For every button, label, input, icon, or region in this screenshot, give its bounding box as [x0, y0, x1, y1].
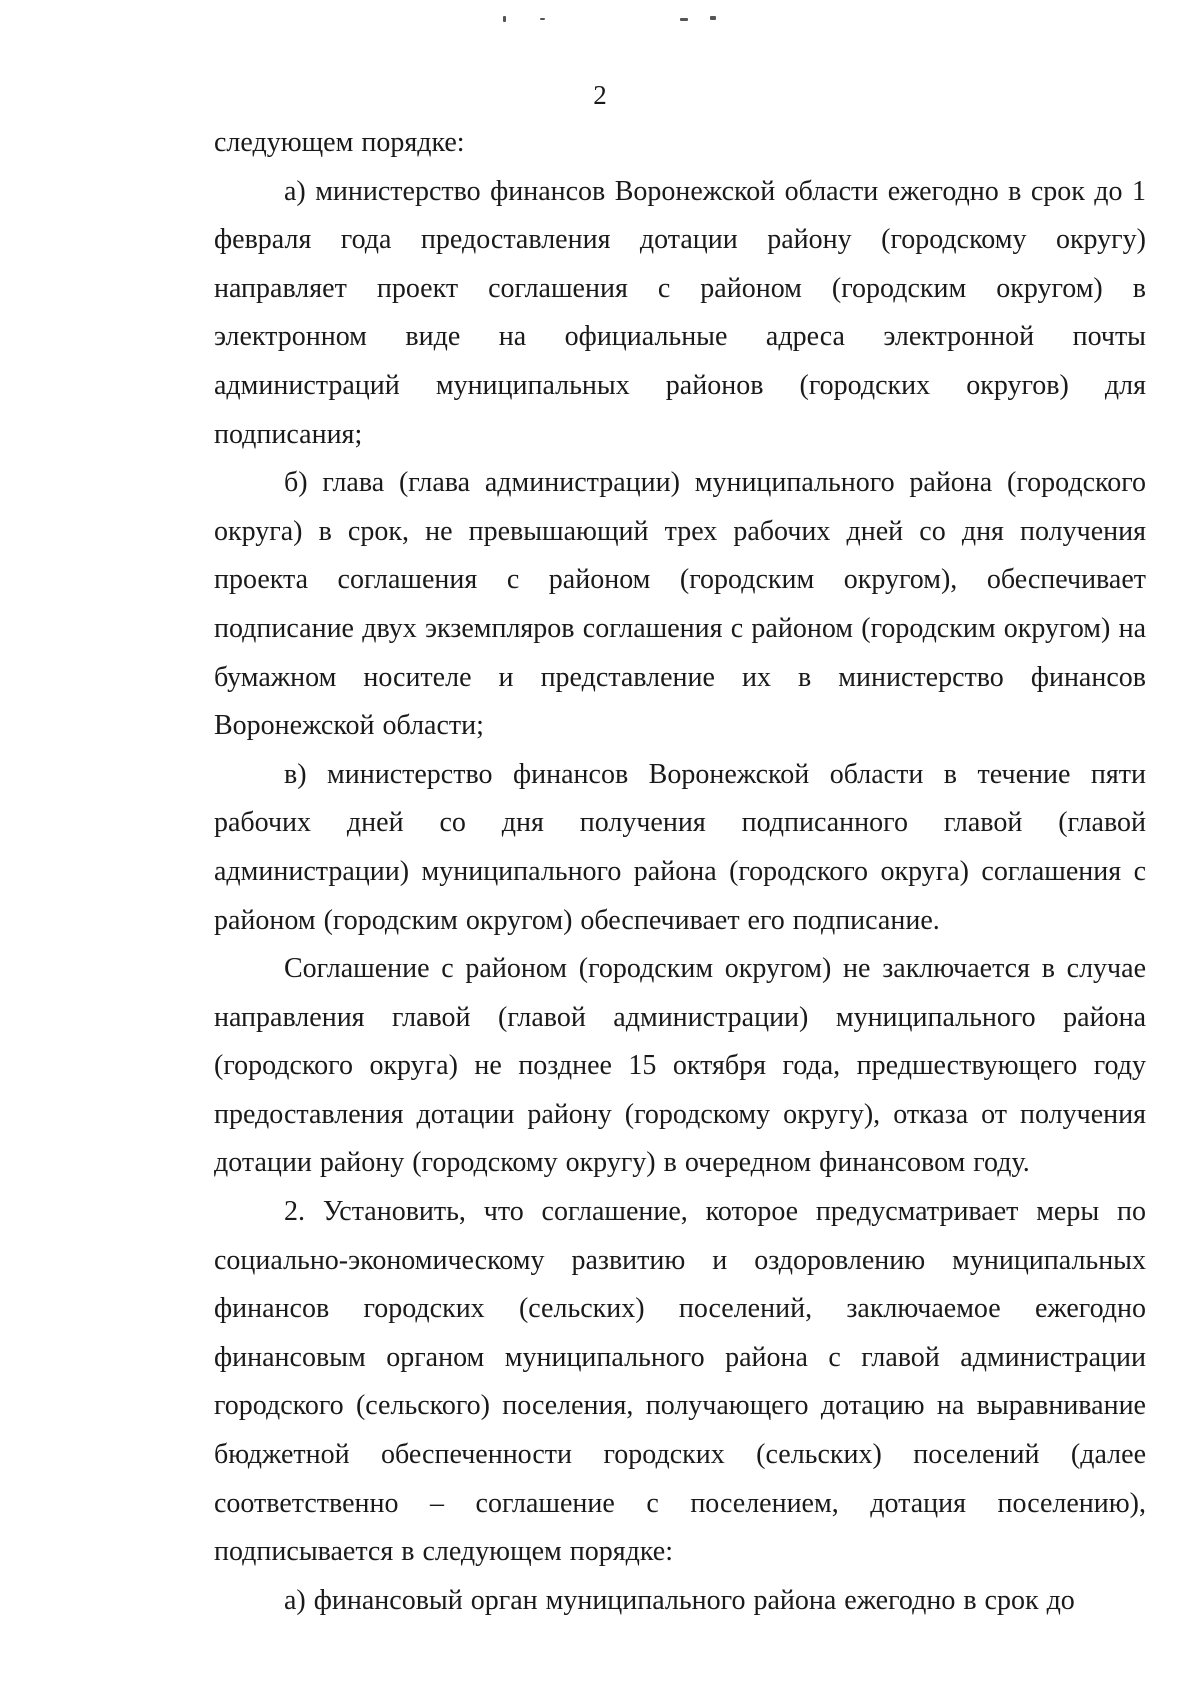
document-body	[214, 119, 1146, 1625]
page-number: 2	[593, 80, 607, 110]
scan-artifact	[503, 16, 506, 22]
scan-artifact	[540, 18, 545, 20]
paragraph-continuation: следующем порядке:	[214, 127, 465, 158]
scan-artifact	[710, 16, 716, 20]
paragraph-agreement-exception: Соглашение с районом (городским округом) не заключается в случае направления главой (главой администрации) муниципального района (городского округа) не позднее 15 октября года, предшествующего году предоставления дотации району (городскому округу), отказа от получения дотации району (городскому округу) в очередном финансовом году.	[214, 953, 1146, 1179]
scan-artifact	[680, 18, 688, 21]
paragraph-section-2: 2. Установить, что соглашение, которое предусматривает меры по социально-экономическому развитию и оздоровлению муниципальных финансов городских (сельских) поселений, заключаемое ежегодно финансовым органом муниципального района с главой администрации городского (сельского) поселения, получающего дотацию на выравнивание бюджетной обеспеченности городских (сельских) поселений (далее соответственно – соглашение с поселением, дотация поселению), подписывается в следующем порядке:	[214, 1196, 1146, 1568]
paragraph-item-b: б) глава (глава администрации) муниципального района (городского округа) в срок, не превышающий трех рабочих дней со дня получения проекта соглашения с районом (городским округом), обеспечивает подписание двух экземпляров соглашения с районом (городским округом) на бумажном носителе и представление их в министерство финансов Воронежской области;	[214, 467, 1146, 742]
paragraph-item-v: в) министерство финансов Воронежской области в течение пяти рабочих дней со дня получения подписанного главой (главой администрации) муниципального района (городского округа) соглашения с районом (городским округом) обеспечивает его подписание.	[214, 758, 1146, 936]
paragraph-section-2-item-a: а) финансовый орган муниципального района ежегодно в срок до	[284, 1584, 1075, 1616]
paragraph-item-a: а) министерство финансов Воронежской области ежегодно в срок до 1 февраля года предоставления дотации району (городскому округу) направляет проект соглашения с районом (городским округом) в электронном виде на официальные адреса электронной почты администраций муниципальных районов (городских округов) для подписания;	[214, 175, 1146, 450]
